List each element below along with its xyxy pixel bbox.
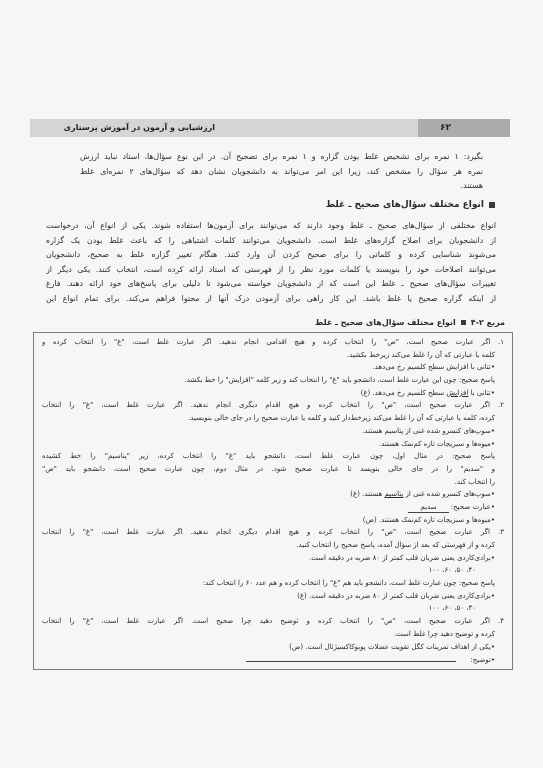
paragraph-line: می‌شوند شناسایی کرده و کلماتی را برای صحیح کردن آن وارد کنند. هنگام تغییر گزاره غلط به صحیح، دانشجویان [46,250,496,260]
book-title: ارزشیابی و آزمون در آموزش پرستاری [63,123,215,132]
correct-answer-line: را انتخاب کند. [454,477,495,486]
line-text: هستند. (غ) [350,490,385,499]
example-statement: •میوه‌ها و سبزیجات تازه کم‌نمک هستند. [378,439,495,448]
item-instruction-line: ۲. اگر عبارت صحیح است، "ص" را انتخاب کرده و هیچ اقدام دیگری انجام ندهید. اگر عبارت غلط است، "غ" را انتخاب [42,401,504,410]
item-instruction-line: ۴. اگر عبارت صحیح است، "ص" را انتخاب کرده و توضیح دهید چرا صحیح است. اگر عبارت غلط است، "غ" را انتخاب [42,617,504,626]
box-item-1 [42,336,504,399]
item-instruction-line: ۳. اگر عبارت صحیح است، "ص" را انتخاب کرده و هیچ اقدام دیگری انجام ندهید. اگر عبارت غلط است، "غ" را انتخاب [42,528,504,537]
correct-answer-line: پاسخ صحیح: چون این عبارت غلط است، دانشجو باید "غ" را انتخاب کند و زیر کلمه "افزایش" را خط بکشد. [184,376,495,385]
paragraph-line: تغییرات سؤال‌های صحیح ـ غلط این است که از دانشجویان خواسته می‌شود تا دلیلی برای پاسخ‌های خود ارائه دهند. فارغ [46,279,496,289]
item-instruction-line: کرده، کلمه یا عبارتی که آن را غلط می‌کند زیرخط‌دار کنید و کلمه یا عبارت صحیح را در جای خالی بنویسید. [188,414,495,423]
correct-answer-line: و "سدیم" را در جای خالی بنویسد تا عبارت صحیح شود. در مثال دوم، چون عبارت صحیح است، دانشجو باید "ص" [42,464,495,473]
correct-answer-line: پاسخ صحیح: چون عبارت غلط است، دانشجو باید هم "غ" را انتخاب کرده و هم عدد ۶۰ را انتخاب کند: [202,579,495,588]
answered-statement: •برادی‌کاردی یعنی ضربان قلب کمتر از ۸۰ ضربه در دقیقه است. (غ) [297,591,495,600]
intro-paragraph [80,150,483,194]
box-title: انواع مختلف سؤال‌های صحیح ـ غلط [315,318,456,327]
section-heading [326,199,495,211]
item-instruction-line: ۱. اگر عبارت صحیح است، "ص" را انتخاب کرده و هیچ اقدامی انجام ندهید. اگر عبارت غلط است، "غ" را انتخاب کرده و [42,338,504,346]
answer-options: ۴۰، ۵۰، ۶۰، ۱۰۰ [428,604,476,613]
example-statement: •برادی‌کاردی یعنی ضربان قلب کمتر از ۸۰ ضربه در دقیقه است. [308,553,495,562]
section-heading-text: انواع مختلف سؤال‌های صحیح ـ غلط [325,200,484,210]
answered-statement [42,387,504,400]
square-bullet-icon [489,202,495,208]
answered-statement: •میوه‌ها و سبزیجات تازه کم‌نمک هستند. (ص) [362,515,495,524]
line-text: •عبارت صحیح: [448,502,495,511]
box-caption [315,317,505,329]
filled-blank: سدیم [408,503,448,513]
line-text: سطح کلسیم رخ می‌دهد. (غ) [360,388,447,397]
underlined-word: پتاسیم [384,490,404,499]
paragraph-line: هستند. [460,181,483,190]
example-statement: •تتانی با افزایش سطح کلسیم رخ می‌دهد. [372,363,495,372]
running-header [30,119,510,137]
answered-statement [42,488,504,501]
paragraph-line: انواع مختلفی از سؤال‌های صحیح ـ غلط وجود دارند که می‌توانند برای آزمون‌ها استفاده شوند. یکی از انواع آن، درخواست [46,221,496,230]
explanation-line [42,653,504,666]
explanation-blank [246,653,456,662]
answer-options: ۴۰، ۵۰، ۶۰، ۱۰۰ [428,566,476,575]
paragraph-line: از اینکه گزاره صحیح یا غلط باشد. این کار راهی برای آزمودن درک آنها از محتوا فراهم می‌کند. برای تمام انواع این [46,293,496,303]
paragraph-line: می‌توانند اصلاحات خود را بنویسند یا کلمات مورد نظر را از فهرستی که استاد ارائه کرده است، انتخاب کنند. یکی دیگر از [46,264,496,274]
box-item-3 [42,526,504,615]
box-item-4 [42,615,504,666]
paragraph-line: از دانشجویان برای اصلاح گزاره‌های غلط است. دانشجویان می‌توانند کلمات اشتباهی را که باعث غلط بودن یک گزاره [46,235,496,245]
item-instruction-line: کلمه یا عبارتی که آن را غلط می‌کند زیرخط بکشید. [346,350,495,359]
example-statement: •سوپ‌های کنسرو شده غنی از پتاسیم هستند. [362,426,495,435]
line-text: •توضیح: [470,656,495,665]
box-label: مربع ۲-۴ [470,318,505,327]
page-number: ۶۲ [440,123,451,133]
paragraph-line: نمره هر سؤال را مشخص کند، زیرا این امر می‌تواند به دانشجویان نشان دهد که سؤال‌های ۲ نمره‌ای غلط [80,166,483,176]
item-instruction-line: کرده و از فهرستی که بعد از سؤال آمده، پاسخ صحیح را انتخاب کنید. [296,541,495,549]
line-text: •تتانی با [468,388,495,397]
underlined-word: افزایش [446,388,469,397]
page-number-box [418,119,510,137]
example-statement: •یکی از اهداف تمرینات کگل تقویت عضلات پوبوکاکسیژئال است. (ص) [289,642,495,651]
section-paragraph [46,219,496,307]
line-text: •سوپ‌های کنسرو شده غنی از [403,490,495,499]
item-instruction-line: کرده و توضیح دهید چرا غلط است. [393,629,495,638]
square-bullet-icon [461,320,466,325]
example-box [33,332,513,670]
box-item-2 [42,399,504,526]
correct-phrase-line [42,501,504,514]
paragraph-line: بگیرد: ۱ نمره برای تشخیص غلط بودن گزاره و ۱ نمره برای تصحیح آن. در این نوع سؤال‌ها، استاد نباید ارزش [80,152,483,161]
correct-answer-line: پاسخ صحیح: در مثال اول، چون عبارت غلط است، دانشجو باید "غ" را انتخاب کرده، زیر "پتاسیم" را خط کشیده [42,452,495,461]
